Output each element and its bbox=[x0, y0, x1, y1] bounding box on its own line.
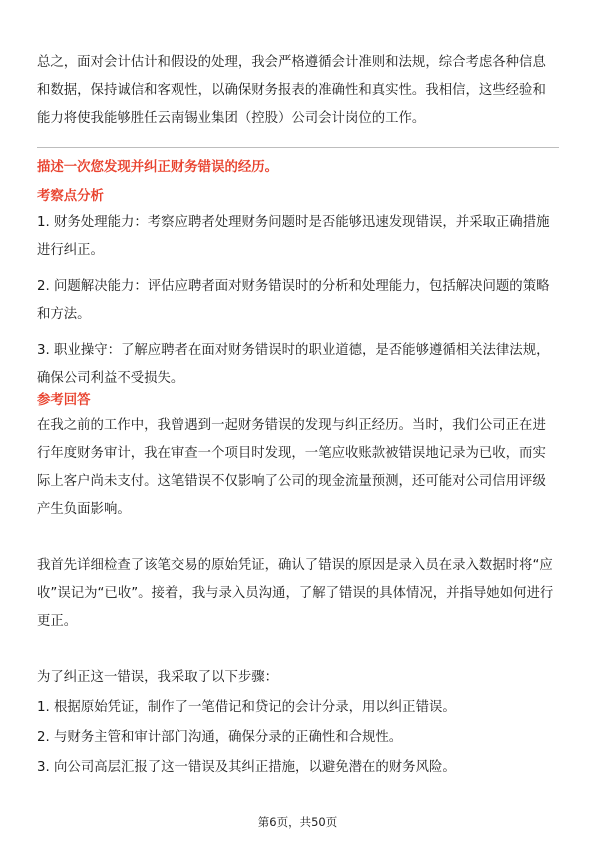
answer-paragraph: 我首先详细检查了该笔交易的原始凭证，确认了错误的原因是录入员在录入数据时将“应收”误记为“已收”。接着，我与录入员沟通，了解了错误的具体情况，并指导她如何进行更正。 bbox=[37, 558, 554, 629]
answer-paragraph: 在我之前的工作中，我曾遇到一起财务错误的发现与纠正经历。当时，我们公司正在进行年度财务审计，我在审查一个项目时发现，一笔应收账款被错误地记录为已收，而实际上客户尚未支付。这笔错误不仅影响了公司的现金流量预测，还可能对公司信用评级产生负面影响。 bbox=[37, 418, 546, 517]
answer-step: 3. 向公司高层汇报了这一错误及其纠正措施，以避免潜在的财务风险。 bbox=[37, 760, 456, 775]
answer-body bbox=[37, 412, 559, 782]
analysis-item: 3. 职业操守：了解应聘者在面对财务错误时的职业道德，是否能够遵循相关法律法规，确保公司利益不受损失。 bbox=[37, 343, 550, 386]
analysis-list bbox=[37, 209, 559, 393]
answer-heading: 参考回答 bbox=[37, 393, 91, 408]
question-title: 描述一次您发现并纠正财务错误的经历。 bbox=[37, 160, 279, 175]
analysis-heading: 考察点分析 bbox=[37, 189, 104, 204]
answer-step: 2. 与财务主管和审计部门沟通，确保分录的正确性和合规性。 bbox=[37, 730, 403, 745]
section-divider bbox=[37, 147, 559, 148]
analysis-item: 1. 财务处理能力：考察应聘者处理财务问题时是否能够迅速发现错误，并采取正确措施进行纠正。 bbox=[37, 215, 550, 258]
analysis-item: 2. 问题解决能力：评估应聘者面对财务错误时的分析和处理能力，包括解决问题的策略和方法。 bbox=[37, 279, 550, 322]
page-number: 第6页，共50页 bbox=[257, 815, 338, 829]
answer-paragraph: 为了纠正这一错误，我采取了以下步骤： bbox=[37, 670, 279, 685]
intro-paragraph: 总之，面对会计估计和假设的处理，我会严格遵循会计准则和法规，综合考虑各种信息和数据，保持诚信和客观性，以确保财务报表的准确性和真实性。我相信，这些经验和能力将使我能够胜任云南锡业集团（控股）公司会计岗位的工作。 bbox=[37, 55, 546, 126]
answer-step: 1. 根据原始凭证，制作了一笔借记和贷记的会计分录，用以纠正错误。 bbox=[37, 700, 456, 715]
